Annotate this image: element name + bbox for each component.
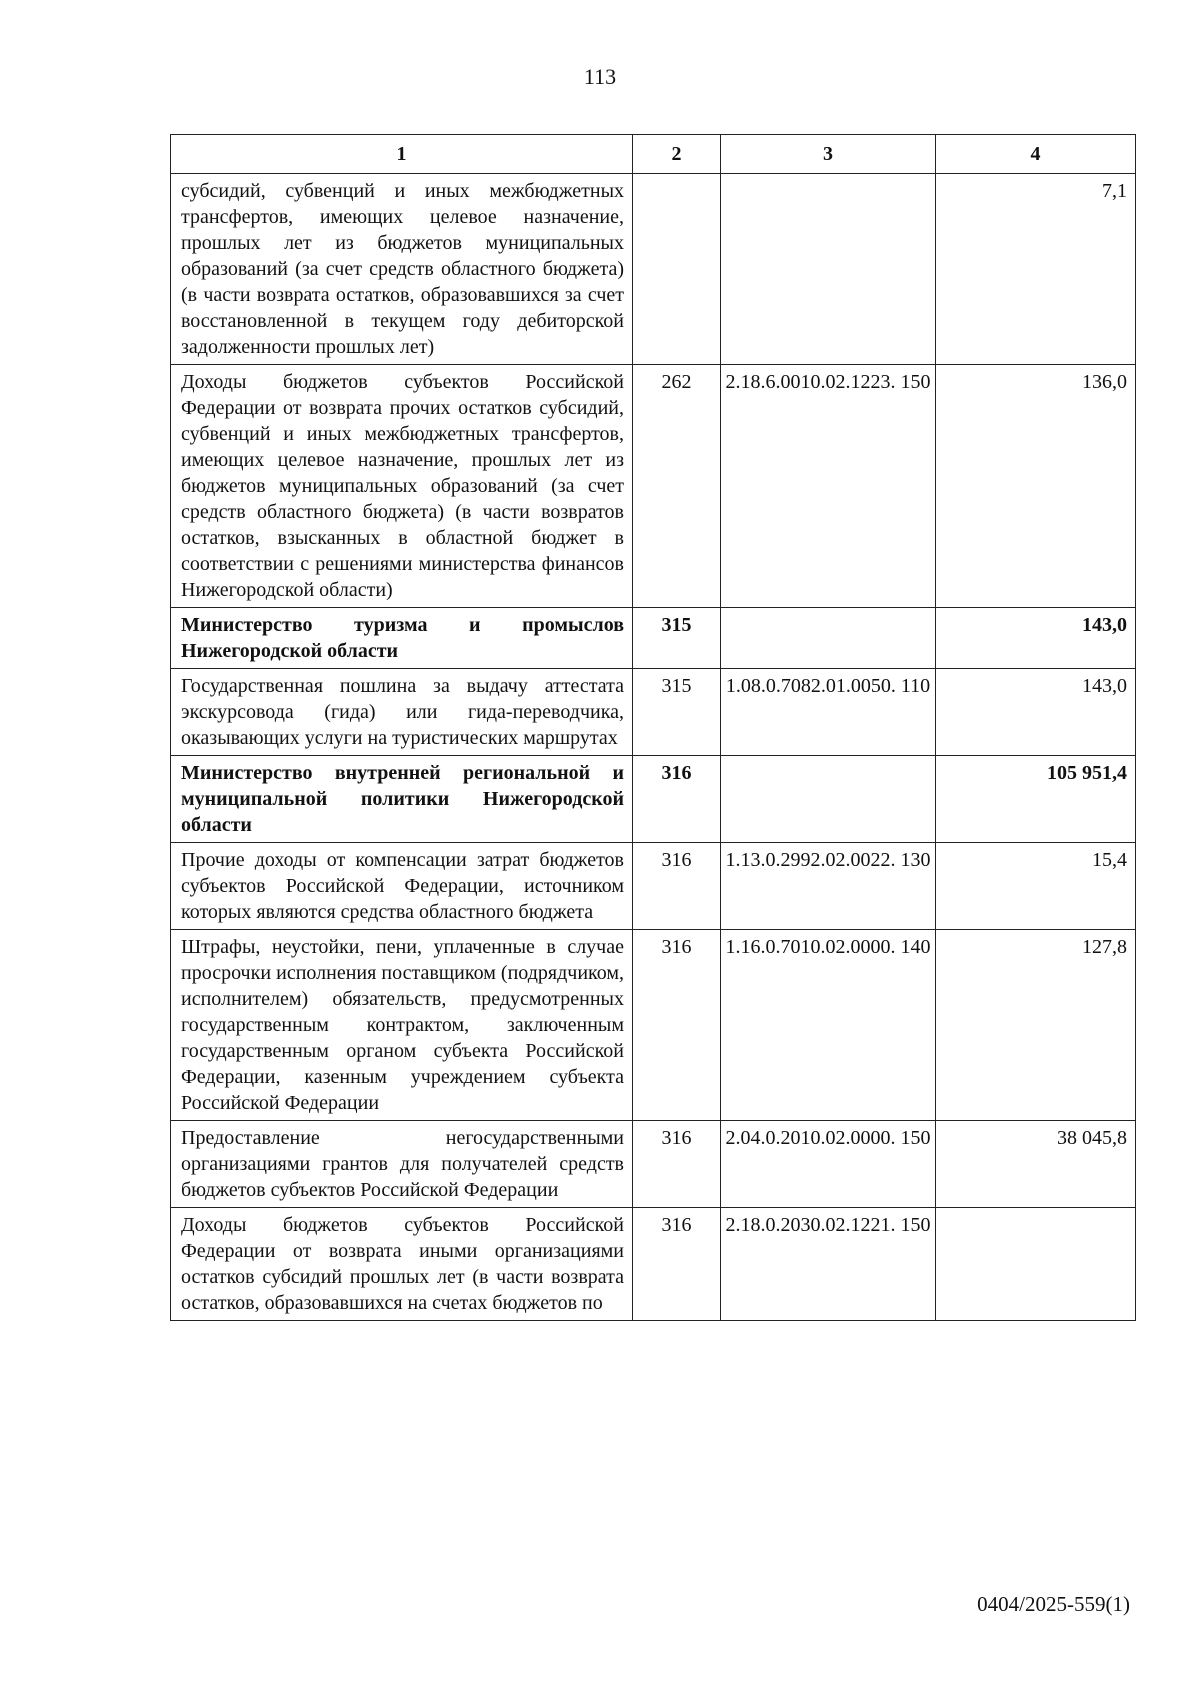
row-budget-code: 2.18.6.0010.02.1223. 150	[721, 365, 936, 608]
table-row	[171, 843, 1136, 930]
row-admin-code: 316	[633, 930, 721, 1121]
row-budget-code	[721, 608, 936, 669]
row-description: Государственная пошлина за выдачу аттестата экскурсовода (гида) или гида-переводчика, оказывающих услуги на туристических маршрутах	[171, 669, 633, 756]
row-description: Штрафы, неустойки, пени, уплаченные в случае просрочки исполнения поставщиком (подрядчиком, исполнителем) обязательств, предусмотренных государственным контрактом, заключенным государственным органом субъекта Российской Федерации, казенным учреждением субъекта Российской Федерации	[171, 930, 633, 1121]
row-budget-code: 1.16.0.7010.02.0000. 140	[721, 930, 936, 1121]
header-col-2: 2	[633, 135, 721, 174]
row-description: Прочие доходы от компенсации затрат бюджетов субъектов Российской Федерации, источником которых являются средства областного бюджета	[171, 843, 633, 930]
header-col-1: 1	[171, 135, 633, 174]
row-amount: 38 045,8	[936, 1121, 1136, 1208]
row-amount	[936, 1208, 1136, 1321]
row-amount: 143,0	[936, 669, 1136, 756]
table-row	[171, 174, 1136, 365]
row-budget-code	[721, 174, 936, 365]
row-description: Доходы бюджетов субъектов Российской Федерации от возврата иными организациями остатков субсидий прошлых лет (в части возврата остатков, образовавшихся на счетах бюджетов по	[171, 1208, 633, 1321]
revenue-table	[170, 134, 1136, 1321]
page-number: 113	[583, 64, 617, 89]
row-amount: 105 951,4	[936, 756, 1136, 843]
row-description: Доходы бюджетов субъектов Российской Федерации от возврата прочих остатков субсидий, субвенций и иных межбюджетных трансфертов, имеющих целевое назначение, прошлых лет из бюджетов муниципальных образований (за счет средств областного бюджета) (в части возвратов остатков, взысканных в областной бюджет в соответствии с решениями министерства финансов Нижегородской области)	[171, 365, 633, 608]
row-amount: 143,0	[936, 608, 1136, 669]
row-amount: 127,8	[936, 930, 1136, 1121]
row-amount: 136,0	[936, 365, 1136, 608]
row-admin-code: 316	[633, 1121, 721, 1208]
document-code: 0404/2025-559(1)	[977, 1592, 1130, 1616]
row-budget-code: 2.18.0.2030.02.1221. 150	[721, 1208, 936, 1321]
row-admin-code: 315	[633, 608, 721, 669]
table-row	[171, 1121, 1136, 1208]
table-row	[171, 365, 1136, 608]
row-admin-code: 316	[633, 1208, 721, 1321]
row-budget-code: 1.08.0.7082.01.0050. 110	[721, 669, 936, 756]
table-row	[171, 669, 1136, 756]
row-budget-code: 1.13.0.2992.02.0022. 130	[721, 843, 936, 930]
row-admin-code: 262	[633, 365, 721, 608]
header-col-3: 3	[721, 135, 936, 174]
row-admin-code: 316	[633, 843, 721, 930]
row-admin-code: 315	[633, 669, 721, 756]
row-admin-code: 316	[633, 756, 721, 843]
row-description: Предоставление негосударственными организациями грантов для получателей средств бюджетов субъектов Российской Федерации	[171, 1121, 633, 1208]
row-description: Министерство внутренней региональной и муниципальной политики Нижегородской области	[171, 756, 633, 843]
table-row	[171, 1208, 1136, 1321]
table-row	[171, 930, 1136, 1121]
row-amount: 7,1	[936, 174, 1136, 365]
row-budget-code: 2.04.0.2010.02.0000. 150	[721, 1121, 936, 1208]
table-header-row	[171, 135, 1136, 174]
row-admin-code	[633, 174, 721, 365]
row-budget-code	[721, 756, 936, 843]
header-col-4: 4	[936, 135, 1136, 174]
row-amount: 15,4	[936, 843, 1136, 930]
table-row	[171, 756, 1136, 843]
table-row	[171, 608, 1136, 669]
row-description: субсидий, субвенций и иных межбюджетных трансфертов, имеющих целевое назначение, прошлых лет из бюджетов муниципальных образований (за счет средств областного бюджета) (в части возврата остатков, образовавшихся за счет восстановленной в текущем году дебиторской задолженности прошлых лет)	[171, 174, 633, 365]
row-description: Министерство туризма и промыслов Нижегородской области	[171, 608, 633, 669]
